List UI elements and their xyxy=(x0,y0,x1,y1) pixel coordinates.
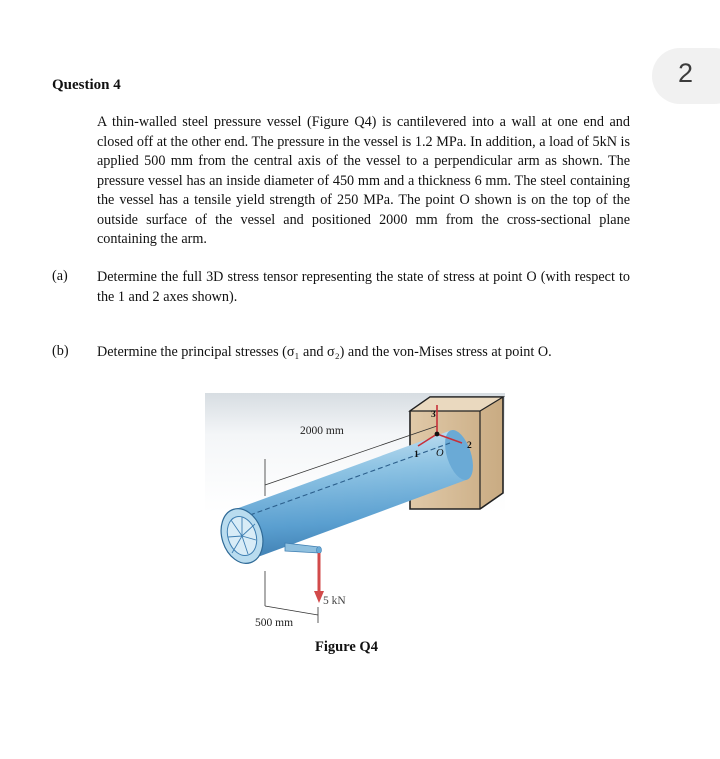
point-o-label: O xyxy=(436,448,444,459)
part-b-text: Determine the principal stresses (σ₁ and σ₂) and the von-Mises stress at point O. xyxy=(97,344,552,360)
axis-2-label: 2 xyxy=(467,441,472,451)
load-label: 5 kN xyxy=(323,595,346,607)
figure-caption: Figure Q4 xyxy=(315,639,378,655)
part-a-text: Determine the full 3D stress tensor representing the state of stress at point O (with respect to the 1 and 2 axes shown). xyxy=(97,269,630,305)
page-number-badge xyxy=(652,48,720,104)
dimension-500: 500 mm xyxy=(255,617,294,629)
question-body: A thin-walled steel pressure vessel (Figure Q4) is cantilevered into a wall at one end and closed off at the other end. The pressure in the vessel is 1.2 MPa. In addition, a load of 5kN is applied 500 mm from the central axis of the vessel to a perpendicular arm as shown. The pressure vessel has an inside diameter of 450 mm and a thickness 6 mm. The steel containing the vessel has a tensile yield strength of 250 MPa. The point O shown is on the top of the outside surface of the vessel and positioned 2000 mm from the cross-sectional plane containing the arm. xyxy=(97,114,630,247)
page-number: 2 xyxy=(678,58,694,88)
perpendicular-arm xyxy=(285,543,319,553)
dimension-2000: 2000 mm xyxy=(300,425,344,437)
pressure-vessel-figure xyxy=(205,393,505,638)
question-title: Question 4 xyxy=(52,77,121,93)
part-a-label: (a) xyxy=(52,268,68,284)
axis-1-label: 1 xyxy=(414,450,419,460)
part-b-label: (b) xyxy=(52,343,69,359)
point-o-marker xyxy=(435,432,440,437)
axis-3-label: 3 xyxy=(431,410,436,420)
